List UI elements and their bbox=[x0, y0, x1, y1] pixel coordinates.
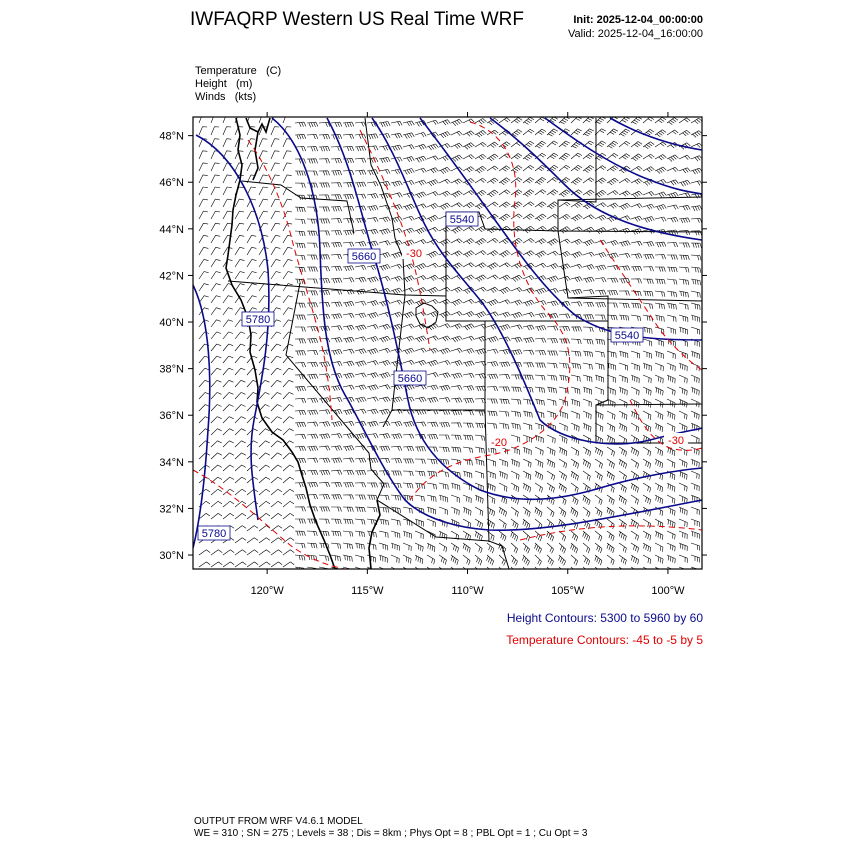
valid-time: Valid: 2025-12-04_16:00:00 bbox=[568, 28, 703, 40]
lat-tick-label: 44°N bbox=[159, 223, 184, 236]
lat-tick-label: 36°N bbox=[159, 410, 184, 423]
height-label: 5540 bbox=[614, 330, 640, 342]
model-version: OUTPUT FROM WRF V4.6.1 MODEL bbox=[194, 816, 363, 827]
lat-tick-label: 48°N bbox=[159, 130, 184, 143]
height-contour-legend: Height Contours: 5300 to 5960 by 60 bbox=[506, 611, 703, 625]
temperature-label: -20 bbox=[491, 437, 507, 449]
field-unit: (kts) bbox=[234, 91, 257, 103]
lat-tick-label: 38°N bbox=[159, 363, 184, 376]
init-time: Init: 2025-12-04_00:00:00 bbox=[573, 14, 703, 26]
lon-tick-label: 120°W bbox=[250, 585, 284, 597]
lon-tick-label: 110°W bbox=[451, 585, 484, 597]
lon-tick-label: 100°W bbox=[651, 585, 685, 597]
height-label: 5780 bbox=[245, 314, 271, 326]
model-settings: WE = 310 ; SN = 275 ; Levels = 38 ; Dis = 8km ; Phys Opt = 8 ; PBL Opt = 1 ; Cu Opt = 3 bbox=[194, 828, 588, 839]
temperature-label: -30 bbox=[406, 248, 422, 260]
model-info bbox=[194, 816, 587, 840]
height-label: 5780 bbox=[201, 528, 227, 540]
temperature-label: -30 bbox=[668, 435, 684, 447]
field-unit: (C) bbox=[265, 65, 282, 77]
lon-tick-label: 105°W bbox=[551, 585, 585, 597]
lat-tick-label: 40°N bbox=[159, 317, 184, 330]
temperature-contour-legend: Temperature Contours: -45 to -5 by 5 bbox=[506, 633, 703, 647]
field-name: Temperature bbox=[195, 65, 257, 77]
field-name: Height bbox=[195, 78, 227, 90]
lat-tick-label: 34°N bbox=[159, 456, 184, 469]
map-title: IWFAQRP Western US Real Time WRF bbox=[190, 9, 524, 30]
height-label: 5660 bbox=[397, 373, 423, 385]
field-unit: (m) bbox=[235, 78, 253, 90]
lon-tick-label: 115°W bbox=[351, 585, 384, 597]
height-label: 5660 bbox=[351, 251, 377, 263]
field-name: Winds bbox=[195, 91, 226, 103]
height-label: 5540 bbox=[449, 214, 475, 226]
lat-tick-label: 46°N bbox=[159, 177, 184, 190]
contour-legend bbox=[506, 607, 703, 651]
lat-tick-label: 42°N bbox=[159, 270, 184, 283]
lat-tick-label: 32°N bbox=[159, 503, 184, 516]
lat-tick-label: 30°N bbox=[159, 550, 184, 563]
